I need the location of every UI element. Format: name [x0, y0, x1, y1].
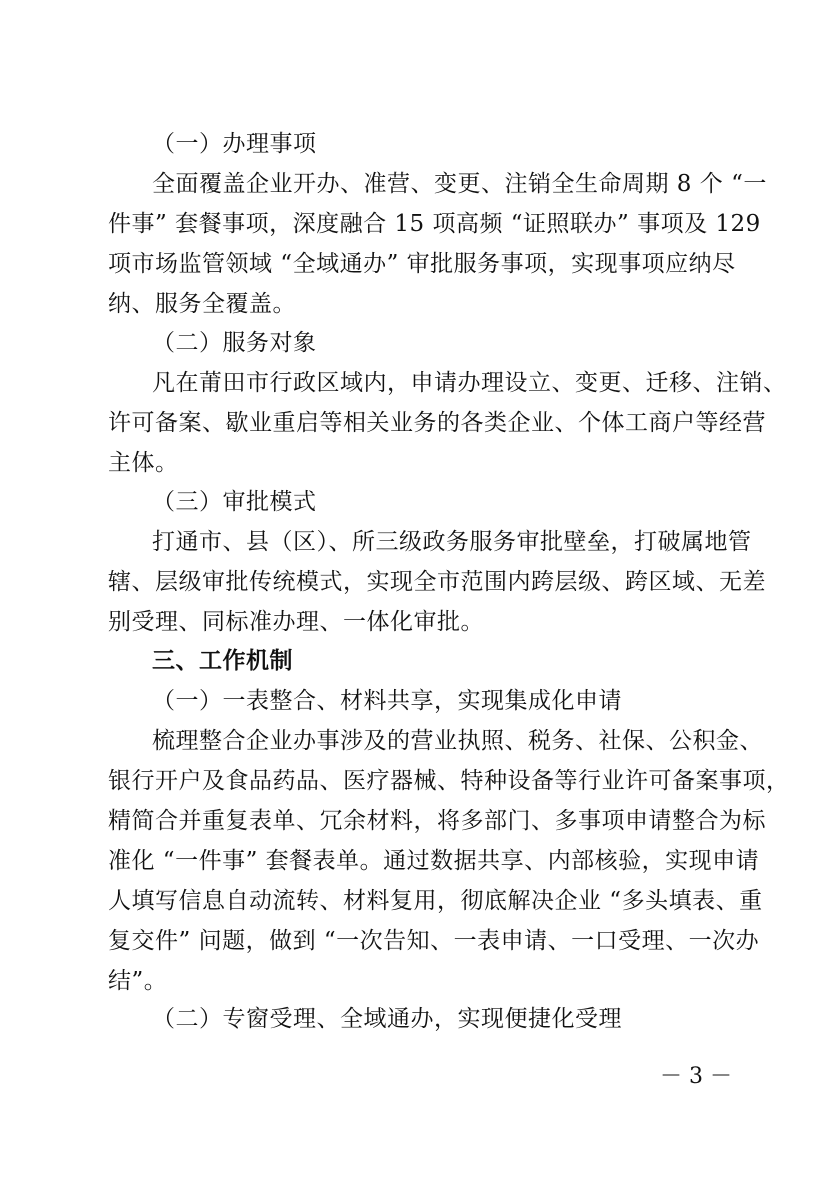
- paragraph-line: 打通市、县（区）、所三级政务服务审批壁垒，打破属地管: [152, 529, 752, 555]
- paragraph-line: 精简合并重复表单、冗余材料，将多部门、多事项申请整合为标: [108, 808, 766, 834]
- paragraph-line: 复交件” 问题，做到 “一次告知、一表申请、一口受理、一次办: [108, 928, 760, 954]
- page-number: － 3 －: [660, 1064, 732, 1089]
- paragraph-line: 项市场监管领域 “全域通办” 审批服务事项，实现事项应纳尽: [108, 251, 736, 277]
- subsection-heading: （二）专窗受理、全域通办，实现便捷化受理: [152, 1006, 622, 1032]
- paragraph-line: 主体。: [108, 450, 179, 476]
- section-heading: （三）审批模式: [152, 489, 317, 515]
- section-heading: （二）服务对象: [152, 330, 317, 356]
- paragraph-line: 人填写信息自动流转、材料复用，彻底解决企业 “多头填表、重: [108, 888, 763, 914]
- paragraph-line: 全面覆盖企业开办、准营、变更、注销全生命周期 8 个 “一: [152, 171, 767, 197]
- paragraph-line: 梳理整合企业办事涉及的营业执照、税务、社保、公积金、: [152, 728, 763, 754]
- main-heading: 三、工作机制: [152, 648, 293, 674]
- paragraph-line: 准化 “一件事” 套餐表单。通过数据共享、内部核验，实现申请: [108, 848, 760, 874]
- paragraph-line: 别受理、同标准办理、一体化审批。: [108, 609, 484, 635]
- paragraph-line: 纳、服务全覆盖。: [108, 291, 296, 317]
- paragraph-line: 许可备案、歇业重启等相关业务的各类企业、个体工商户等经营: [108, 410, 766, 436]
- paragraph-line: 辖、层级审批传统模式，实现全市范围内跨层级、跨区域、无差: [108, 569, 766, 595]
- paragraph-line: 银行开户及食品药品、医疗器械、特种设备等行业许可备案事项，: [108, 768, 790, 794]
- subsection-heading: （一）一表整合、材料共享，实现集成化申请: [152, 688, 622, 714]
- section-heading: （一）办理事项: [152, 131, 317, 157]
- paragraph-line: 凡在莆田市行政区域内，申请办理设立、变更、迁移、注销、: [152, 370, 787, 396]
- paragraph-line: 件事” 套餐事项，深度融合 15 项高频 “证照联办” 事项及 129: [108, 211, 761, 237]
- paragraph-line: 结”。: [108, 968, 168, 994]
